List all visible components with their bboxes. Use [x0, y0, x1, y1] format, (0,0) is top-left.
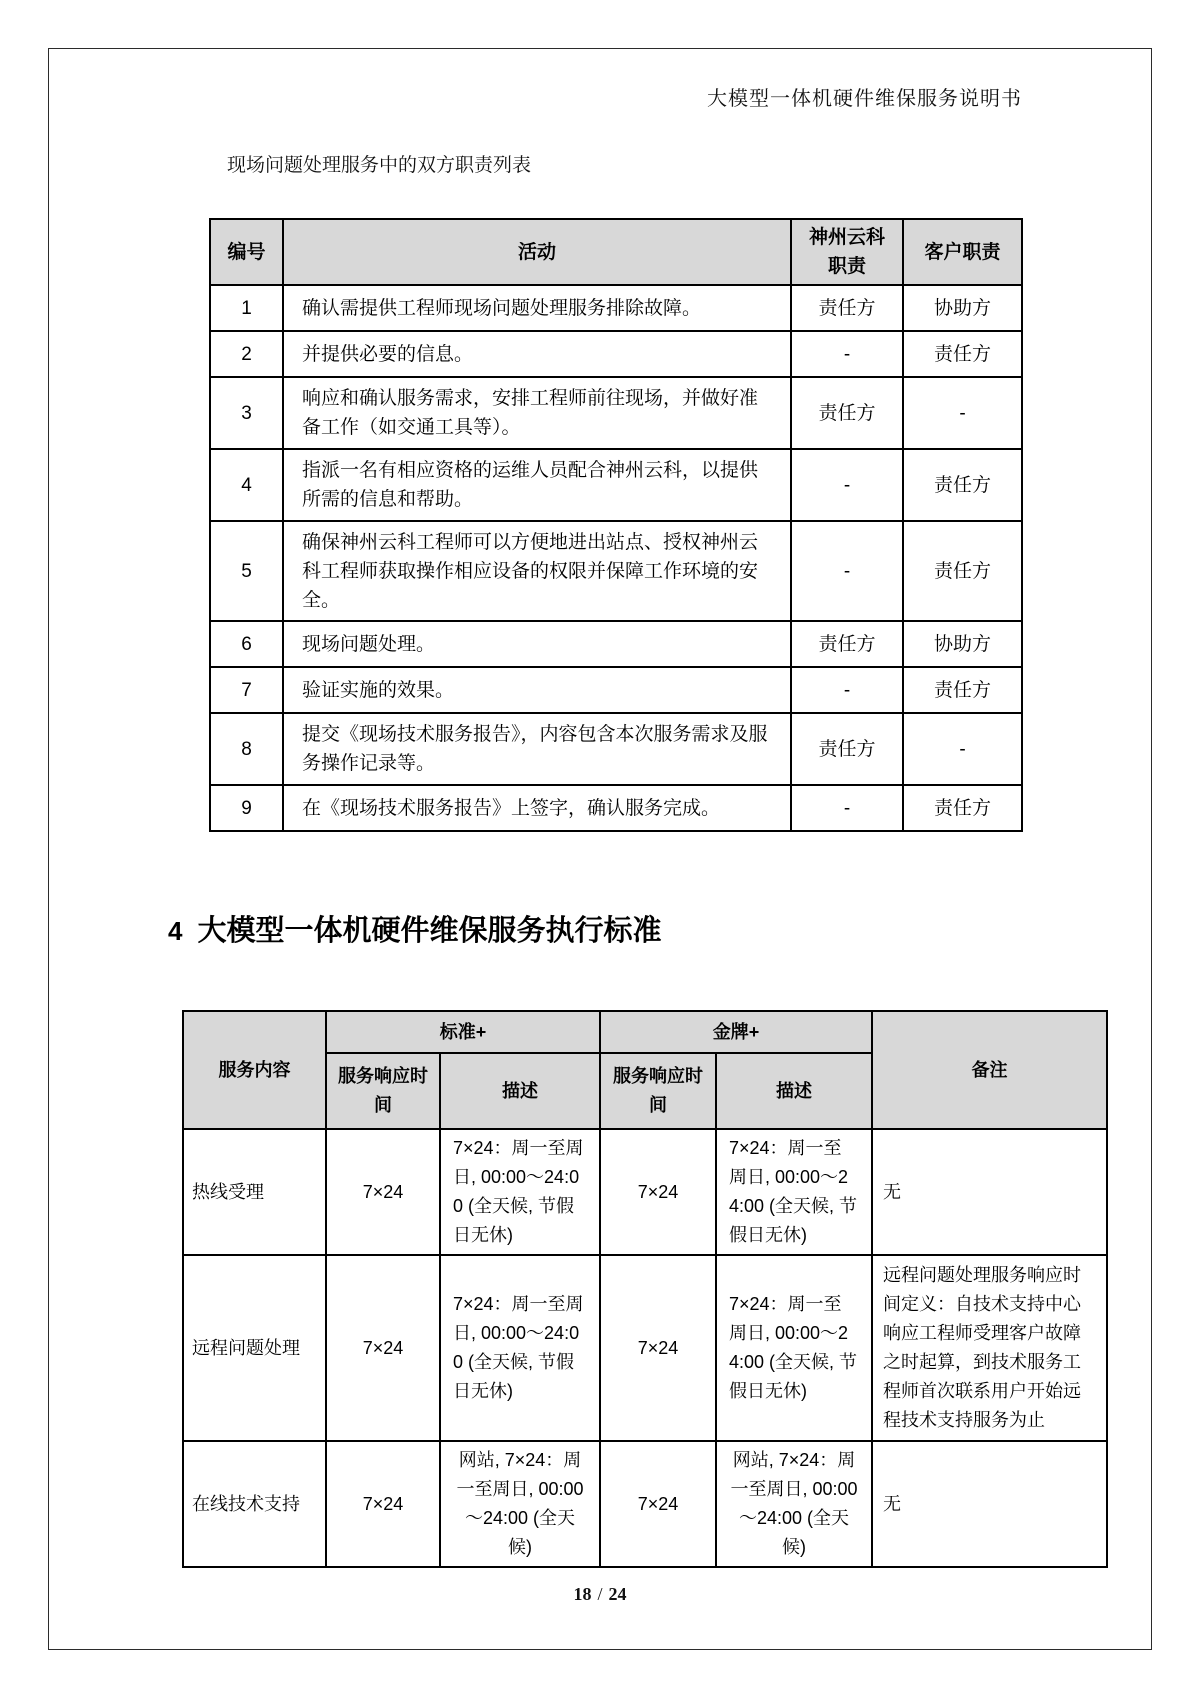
row-number-cell: 6: [210, 621, 283, 667]
gold-response-time-cell: 7×24: [600, 1255, 716, 1441]
page-number-separator: /: [597, 1584, 603, 1604]
page-number: [0, 1584, 1200, 1605]
header-standard-plus: 标准+: [326, 1011, 600, 1053]
customer-role-cell: 协助方: [903, 621, 1022, 667]
standard-description-cell: 网站, 7×24：周一至周日, 00:00～24:00 (全天候): [440, 1441, 600, 1567]
header-service-content: 服务内容: [183, 1011, 326, 1129]
standard-response-time-cell: 7×24: [326, 1129, 440, 1255]
standard-description-cell: 7×24：周一至周日, 00:00～24:00 (全天候, 节假日无休): [440, 1255, 600, 1441]
standard-response-time-cell: 7×24: [326, 1441, 440, 1567]
responsibility-table: [209, 218, 1023, 832]
standards-row: [183, 1129, 1107, 1255]
customer-role-cell: -: [903, 377, 1022, 449]
remark-cell: 无: [872, 1129, 1107, 1255]
responsibility-row: [210, 285, 1022, 331]
responsibility-row: [210, 449, 1022, 521]
standards-table: [182, 1010, 1108, 1568]
row-number-cell: 4: [210, 449, 283, 521]
responsibility-row: [210, 331, 1022, 377]
gold-response-time-cell: 7×24: [600, 1441, 716, 1567]
header-number: 编号: [210, 219, 283, 285]
activity-cell: 并提供必要的信息。: [283, 331, 791, 377]
responsibility-row: [210, 713, 1022, 785]
header-gold-response-time: 服务响应时间: [600, 1053, 716, 1129]
responsibility-table-header-row: [210, 219, 1022, 285]
gold-description-cell: 7×24：周一至周日, 00:00～24:00 (全天候, 节假日无休): [716, 1255, 872, 1441]
header-gold-plus: 金牌+: [600, 1011, 872, 1053]
customer-role-cell: 责任方: [903, 667, 1022, 713]
document-title-header: 大模型一体机硬件维保服务说明书: [707, 88, 1022, 110]
section-heading: [168, 908, 661, 949]
vendor-role-cell: 责任方: [791, 713, 903, 785]
customer-role-cell: 协助方: [903, 285, 1022, 331]
row-number-cell: 5: [210, 521, 283, 621]
customer-role-cell: 责任方: [903, 449, 1022, 521]
row-number-cell: 3: [210, 377, 283, 449]
customer-role-cell: -: [903, 713, 1022, 785]
row-number-cell: 9: [210, 785, 283, 831]
standards-row: [183, 1441, 1107, 1567]
vendor-role-cell: -: [791, 331, 903, 377]
responsibility-row: [210, 785, 1022, 831]
gold-response-time-cell: 7×24: [600, 1129, 716, 1255]
activity-cell: 在《现场技术服务报告》上签字，确认服务完成。: [283, 785, 791, 831]
section-number: 4: [168, 916, 183, 946]
responsibility-row: [210, 521, 1022, 621]
vendor-role-cell: -: [791, 449, 903, 521]
vendor-role-cell: 责任方: [791, 621, 903, 667]
vendor-role-cell: 责任方: [791, 285, 903, 331]
row-number-cell: 2: [210, 331, 283, 377]
header-remark: 备注: [872, 1011, 1107, 1129]
responsibility-row: [210, 377, 1022, 449]
header-activity: 活动: [283, 219, 791, 285]
customer-role-cell: 责任方: [903, 331, 1022, 377]
section-title: 大模型一体机硬件维保服务执行标准: [197, 915, 662, 947]
customer-role-cell: 责任方: [903, 521, 1022, 621]
standards-table-group-header-row: [183, 1011, 1107, 1053]
standards-row: [183, 1255, 1107, 1441]
header-customer-role: 客户职责: [903, 219, 1022, 285]
activity-cell: 确保神州云科工程师可以方便地进出站点、授权神州云科工程师获取操作相应设备的权限并保障工作环境的安全。: [283, 521, 791, 621]
header-gold-description: 描述: [716, 1053, 872, 1129]
activity-cell: 响应和确认服务需求，安排工程师前往现场，并做好准备工作（如交通工具等）。: [283, 377, 791, 449]
vendor-role-cell: -: [791, 667, 903, 713]
activity-cell: 确认需提供工程师现场问题处理服务排除故障。: [283, 285, 791, 331]
responsibility-row: [210, 621, 1022, 667]
activity-cell: 指派一名有相应资格的运维人员配合神州云科，以提供所需的信息和帮助。: [283, 449, 791, 521]
row-number-cell: 1: [210, 285, 283, 331]
header-standard-description: 描述: [440, 1053, 600, 1129]
standard-response-time-cell: 7×24: [326, 1255, 440, 1441]
header-standard-response-time: 服务响应时间: [326, 1053, 440, 1129]
row-number-cell: 8: [210, 713, 283, 785]
activity-cell: 提交《现场技术服务报告》，内容包含本次服务需求及服务操作记录等。: [283, 713, 791, 785]
gold-description-cell: 网站, 7×24：周一至周日, 00:00～24:00 (全天候): [716, 1441, 872, 1567]
service-content-cell: 在线技术支持: [183, 1441, 326, 1567]
row-number-cell: 7: [210, 667, 283, 713]
page-number-current: 18: [573, 1584, 592, 1604]
customer-role-cell: 责任方: [903, 785, 1022, 831]
activity-cell: 验证实施的效果。: [283, 667, 791, 713]
gold-description-cell: 7×24：周一至周日, 00:00～24:00 (全天候, 节假日无休): [716, 1129, 872, 1255]
intro-text: 现场问题处理服务中的双方职责列表: [227, 155, 532, 176]
service-content-cell: 远程问题处理: [183, 1255, 326, 1441]
service-content-cell: 热线受理: [183, 1129, 326, 1255]
vendor-role-cell: -: [791, 521, 903, 621]
activity-cell: 现场问题处理。: [283, 621, 791, 667]
vendor-role-cell: -: [791, 785, 903, 831]
standard-description-cell: 7×24：周一至周日, 00:00～24:00 (全天候, 节假日无休): [440, 1129, 600, 1255]
header-vendor-role: 神州云科职责: [791, 219, 903, 285]
responsibility-row: [210, 667, 1022, 713]
remark-cell: 远程问题处理服务响应时间定义：自技术支持中心响应工程师受理客户故障之时起算，到技术服务工程师首次联系用户开始远程技术支持服务为止: [872, 1255, 1107, 1441]
remark-cell: 无: [872, 1441, 1107, 1567]
vendor-role-cell: 责任方: [791, 377, 903, 449]
page-number-total: 24: [608, 1584, 627, 1604]
